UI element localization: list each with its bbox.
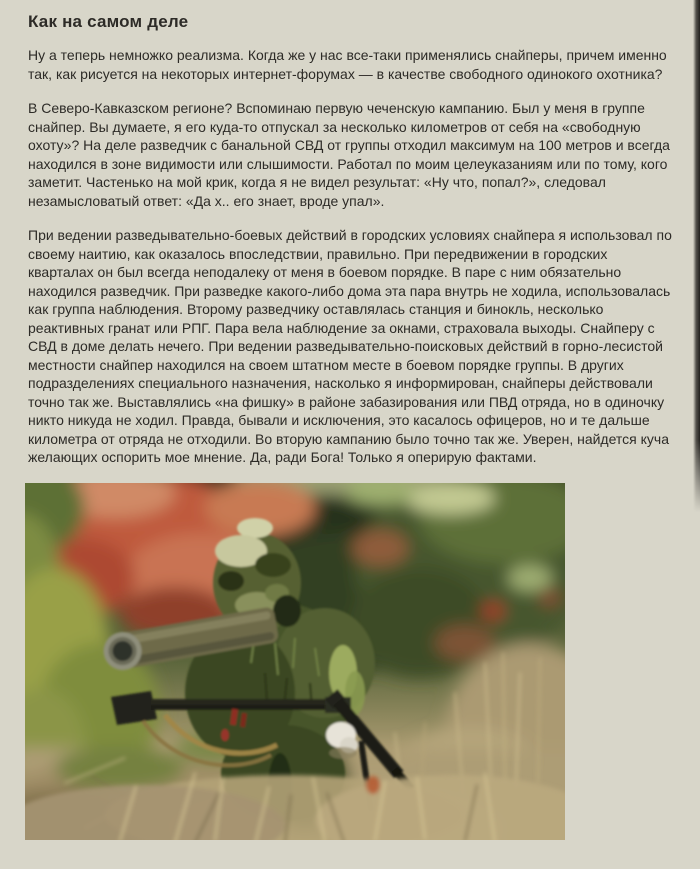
white-cloth [326,722,358,759]
article-paragraph: Ну а теперь немножко реализма. Когда же у нас все-таки применялись снайперы, причем именно так, как рисуется на некоторых интернет-форумах — в качестве свободного одинокого охотника? [28,47,667,82]
article-paragraph: В Северо-Кавказском регионе? Вспоминаю первую чеченскую кампанию. Был у меня в группе снайпер. Вы думаете, я его куда-то отпускал за несколько километров от себя на «свободную охоту»? На деле разведчик с банальной СВД от группы отходил максимум на 100 метров и всегда находился в зоне видимости или слышимости. Работал по моим целеуказаниям или по тому, кого заметит. Частенько на мой крик, когда я не видел результат: «Ну что, попал?», следовал незамысловатый ответ: «Да х.. его знает, вроде упал». [28,100,670,209]
article-paragraph: При ведении разведывательно-боевых действий в городских условиях снайпера я использовал по своему наитию, как оказалось впоследствии, правильно. При передвижении в городских кварталах он был всегда неподалеку от меня в боевом порядке. В паре с ним обязательно находился разведчик. При разведке какого-либо дома эта пара внутрь не ходила, использовалась как группа наблюдения. Второму разведчику оставлялась станция и бинокль, несколько реактивных гранат или РПГ. Пара вела наблюдение за окнами, страховала выходы. Снайперу с СВД в доме делать нечего. При ведении разведывательно-поисковых действий в горно-лесистой местности снайпер находился на своем штатном месте в боевом порядке группы. В других подразделениях специального назначения, насколько я информирован, снайперы действовали точно так же. Выставлялись «на фишку» в районе забазирования или ПВД отряда, но в одиночку никто никуда не ходил. Правда, бывали и исключения, это касалось офицеров, но и те дальше километра от отряда не отходили. Во вторую кампанию было точно так же. Уверен, найдется куча желающих оспорить мое мнение. Да, ради Бога! Только я оперирую фактами. [28,227,672,465]
page-edge-shadow [693,0,700,512]
sniper-photo-illustration [25,483,565,840]
article-title: Как на самом деле [28,12,189,31]
sniper-photo [25,483,565,840]
